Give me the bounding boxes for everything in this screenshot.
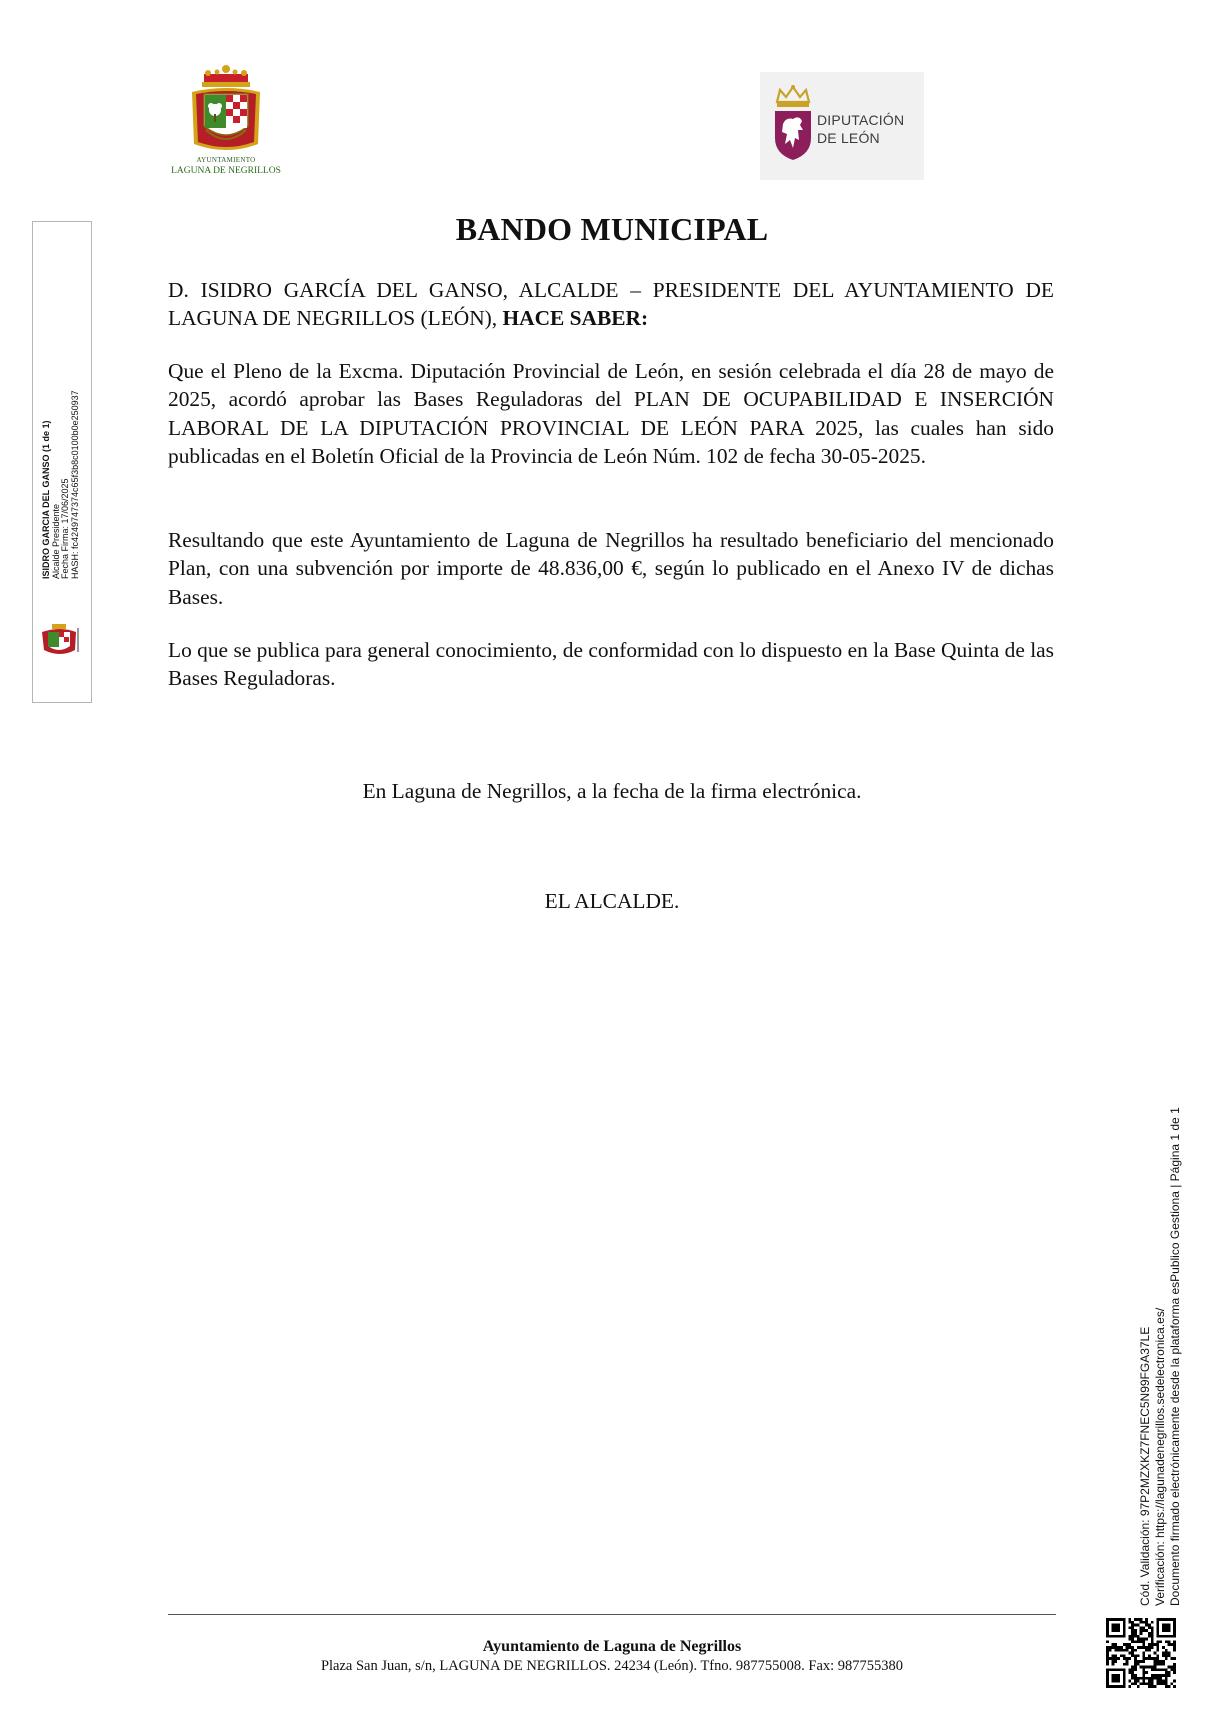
- signature-stamp: [42, 390, 80, 579]
- logo-caption-top: AYUNTAMIENTO: [196, 156, 256, 164]
- footer-divider: [168, 1614, 1056, 1615]
- signer-role: Alcalde Presidente: [50, 503, 61, 579]
- footer-address: Plaza San Juan, s/n, LAGUNA DE NEGRILLOS. 24234 (León). Tfno. 987755008. Fax: 987755380: [320, 1658, 904, 1674]
- crowned-lion-icon: [772, 84, 814, 162]
- validation-info: [1138, 1107, 1183, 1606]
- signer-title: EL ALCALDE.: [544, 889, 680, 913]
- document-title: BANDO MUNICIPAL: [455, 211, 769, 247]
- diputacion-logo-line2: DE LEÓN: [817, 130, 880, 146]
- diputacion-logo: [760, 72, 924, 180]
- intro-paragraph: [168, 276, 1054, 333]
- diputacion-logo-line1: DIPUTACIÓN: [817, 112, 905, 128]
- footer-organization: Ayuntamiento de Laguna de Negrillos: [482, 1638, 742, 1655]
- paragraph-plan-approval: Que el Pleno de la Excma. Diputación Provincial de León, en sesión celebrada el día 28 de mayo de 2025, acordó aprobar las Bases Reguladoras del PLAN DE OCUPABILIDAD E INSERCIÓN LABORAL DE LA DIPUTACIÓN PROVINCIAL DE LEÓN PARA 2025, las cuales han sido publicadas en el Boletín Oficial de la Provincia de León Núm. 102 de fecha 30-05-2025.: [168, 359, 1054, 469]
- verification-url: Verificación: https://lagunadenegrillos.sedelectronica.es/: [1153, 1307, 1167, 1606]
- paragraph-subsidy: Resultando que este Ayuntamiento de Laguna de Negrillos ha resultado beneficiario del mencionado Plan, con una subvención por importe de 48.836,00 €, según lo publicado en el Anexo IV de dichas Bases.: [168, 528, 1054, 609]
- intro-bold-text: HACE SABER:: [502, 306, 649, 331]
- validation-code: Cód. Validación: 97P2MZXKZ7FNEC5N99FGA37LE: [1138, 1326, 1152, 1606]
- signature-hash: HASH: fc4249747374c65f3b8c0100b0e250937: [69, 390, 80, 579]
- platform-notice: Documento firmado electrónicamente desde la plataforma esPublico Gestiona | Página 1 de 1: [1168, 1107, 1182, 1606]
- paragraph-publication: Lo que se publica para general conocimiento, de conformidad con lo dispuesto en la Base Quinta de las Bases Reguladoras.: [168, 638, 1054, 691]
- place-and-date: En Laguna de Negrillos, a la fecha de la firma electrónica.: [362, 779, 862, 803]
- intro-text: D. ISIDRO GARCÍA DEL GANSO, ALCALDE – PRESIDENTE DEL AYUNTAMIENTO DE LAGUNA DE NEGRILLOS (LEÓN),: [168, 278, 1054, 331]
- signature-date: Fecha Firma: 17/06/2025: [60, 478, 70, 579]
- coat-of-arms-icon: [186, 64, 266, 156]
- logo-caption-municipality: LAGUNA DE NEGRILLOS: [171, 166, 281, 176]
- stamp-coat-of-arms-icon: [40, 620, 80, 660]
- signer-name: ISIDRO GARCIA DEL GANSO (1 de 1): [41, 420, 51, 579]
- municipality-logo: [166, 64, 286, 180]
